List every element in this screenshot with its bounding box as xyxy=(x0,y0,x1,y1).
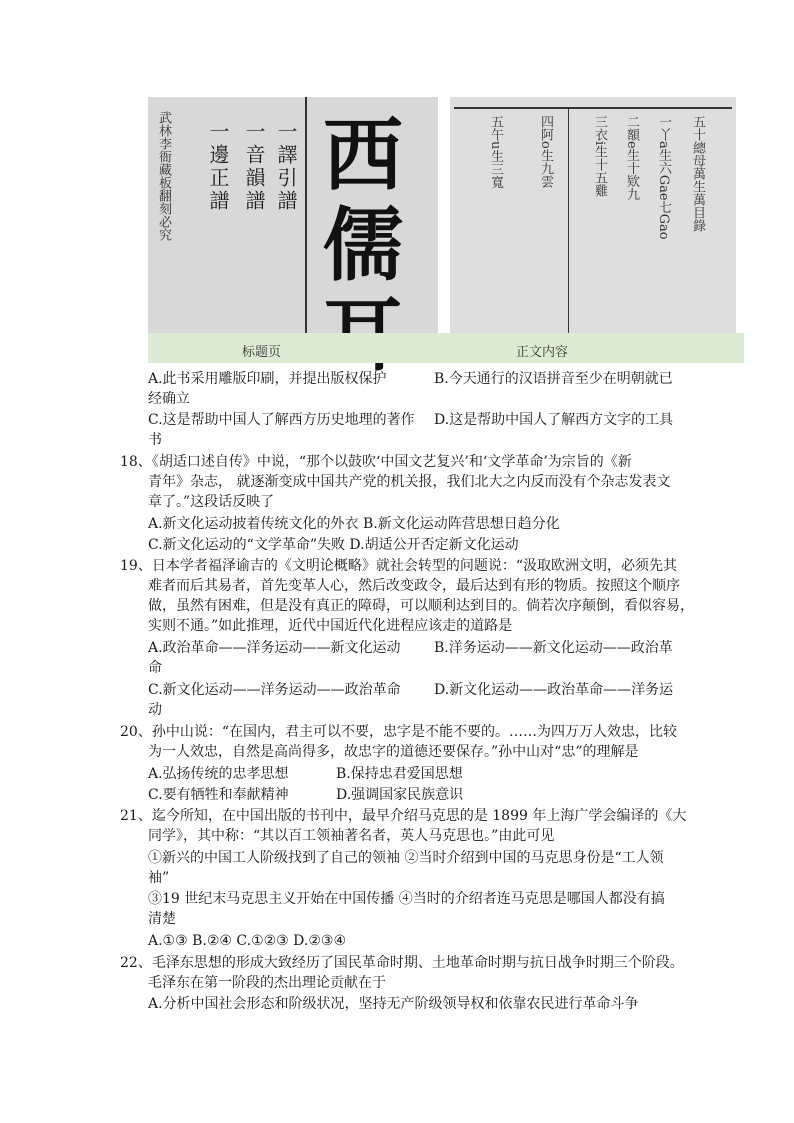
caption-bar xyxy=(148,333,744,363)
photo-column: 五午u生三寬 xyxy=(488,115,503,189)
question-text: 青年》杂志， 就逐渐变成中国共产党的机关报，我们北大之内反而没有个杂志发表文 xyxy=(148,474,671,490)
photo-column: 二額e生十欵九 xyxy=(624,115,639,201)
option-line: B.保持忠君爱国思想 xyxy=(336,766,463,782)
option-line: D.这是帮助中国人了解西方文字的工具 xyxy=(434,412,674,428)
option-line: C.新文化运动——洋务运动——政治革命 xyxy=(148,682,401,698)
question-text: 22、毛泽东思想的形成大致经历了国民革命时期、土地革命时期与抗日战争时期三个阶段。 xyxy=(120,955,684,971)
option-line: A.新文化运动披着传统文化的外衣 B.新文化运动阵营思想日趋分化 xyxy=(148,516,560,532)
option-line: C.新文化运动的“文学革命”失败 D.胡适公开否定新文化运动 xyxy=(148,537,519,553)
option-line: 命 xyxy=(148,660,162,676)
question-text: 实则不通。”如此推理，近代中国近代化进程应该走的道路是 xyxy=(148,618,513,634)
option-line: D.强调国家民族意识 xyxy=(336,787,464,803)
statement-line: 清楚 xyxy=(148,911,176,927)
caption-text-page: 正文内容 xyxy=(516,345,569,360)
question-text: 同学》，其中称：“其以百工领袖著名者，英人马克思也。”由此可见 xyxy=(148,828,555,844)
photo-column: 一邊正譜 xyxy=(206,121,230,213)
photo-column: 三衣i生十五雞 xyxy=(592,115,607,198)
text-page-photo xyxy=(450,97,736,333)
photo-column: 五十總母萬生萬目錄 xyxy=(690,115,705,232)
photo-column: 四阿o生九雲 xyxy=(538,115,553,188)
option-line: B.今天通行的汉语拼音至少在明朝就已 xyxy=(434,371,673,387)
question-text: 19、日本学者福泽谕吉的《文明论概略》就社会转型的问题说：“汲取欧洲文明，必须先其 xyxy=(120,558,677,574)
question-text: 难者而后其易者，首先变革人心，然后改变政令，最后达到有形的物质。按照这个顺序 xyxy=(148,578,680,594)
option-line: A.弘扬传统的忠孝思想 xyxy=(148,766,289,782)
option-line: B.洋务运动——新文化运动——政治革 xyxy=(434,640,673,656)
photo-column: 一音韻譜 xyxy=(242,121,266,213)
big-char: 西 xyxy=(323,108,403,202)
book-figure xyxy=(148,97,744,363)
option-line: A.政治革命——洋务运动——新文化运动 xyxy=(148,640,401,656)
photo-column: 武林李衙藏板翻刻必究 xyxy=(156,111,171,241)
statement-line: 袖” xyxy=(148,870,170,886)
option-line: C.这是帮助中国人了解西方历史地理的著作 xyxy=(148,412,415,428)
big-char: 儒 xyxy=(323,198,403,292)
option-line: C.要有牺牲和奉献精神 xyxy=(148,787,289,803)
question-text: 章了。”这段话反映了 xyxy=(148,494,275,510)
question-text: 为一人效忠，自然是高尚得多，故忠字的道德还要保存。”孙中山对“忠”的理解是 xyxy=(148,744,639,760)
statement-line: ③19 世纪末马克思主义开始在中国传播 ④当时的介绍者连马克思是哪国人都没有搞 xyxy=(148,891,665,907)
photo-column: 一丫a生六Gae七Gao xyxy=(656,115,671,240)
option-line: A.①③ B.②④ C.①②③ D.②③④ xyxy=(148,933,346,949)
option-line: 经确立 xyxy=(148,391,190,407)
question-text: 毛泽东在第一阶段的杰出理论贡献在于 xyxy=(148,975,386,991)
question-text: 18、《胡适口述自传》中说，“那个以鼓吹‘中国文艺复兴’和‘文学革命’为宗旨的《新 xyxy=(120,454,632,470)
question-text: 20、孙中山说：“在国内，君主可以不要，忠字是不能不要的。……为四万万人效忠，比较 xyxy=(120,724,677,740)
option-line: 动 xyxy=(148,702,162,718)
option-line: 书 xyxy=(148,432,162,448)
question-text: 做，虽然有困难，但是没有真正的障碍，可以顺利达到目的。倘若次序颠倒，看似容易， xyxy=(148,598,694,614)
title-page-photo xyxy=(148,97,438,333)
option-line: A.此书采用雕版印刷，并提出版权保护 xyxy=(148,371,387,387)
option-line: A.分析中国社会形态和阶级状况，坚持无产阶级领导权和依靠农民进行革命斗争 xyxy=(148,996,639,1012)
option-line: D.新文化运动——政治革命——洋务运 xyxy=(434,682,674,698)
question-text: 21、迄今所知，在中国出版的书刊中，最早介绍马克思的是 1899 年上海广学会编译的《大 xyxy=(120,808,687,824)
photo-column: 一譯引譜 xyxy=(274,121,298,213)
statement-line: ①新兴的中国工人阶级找到了自己的领袖 ②当时介绍到中国的马克思身份是“工人领 xyxy=(148,850,664,866)
caption-title-page: 标题页 xyxy=(242,345,282,360)
